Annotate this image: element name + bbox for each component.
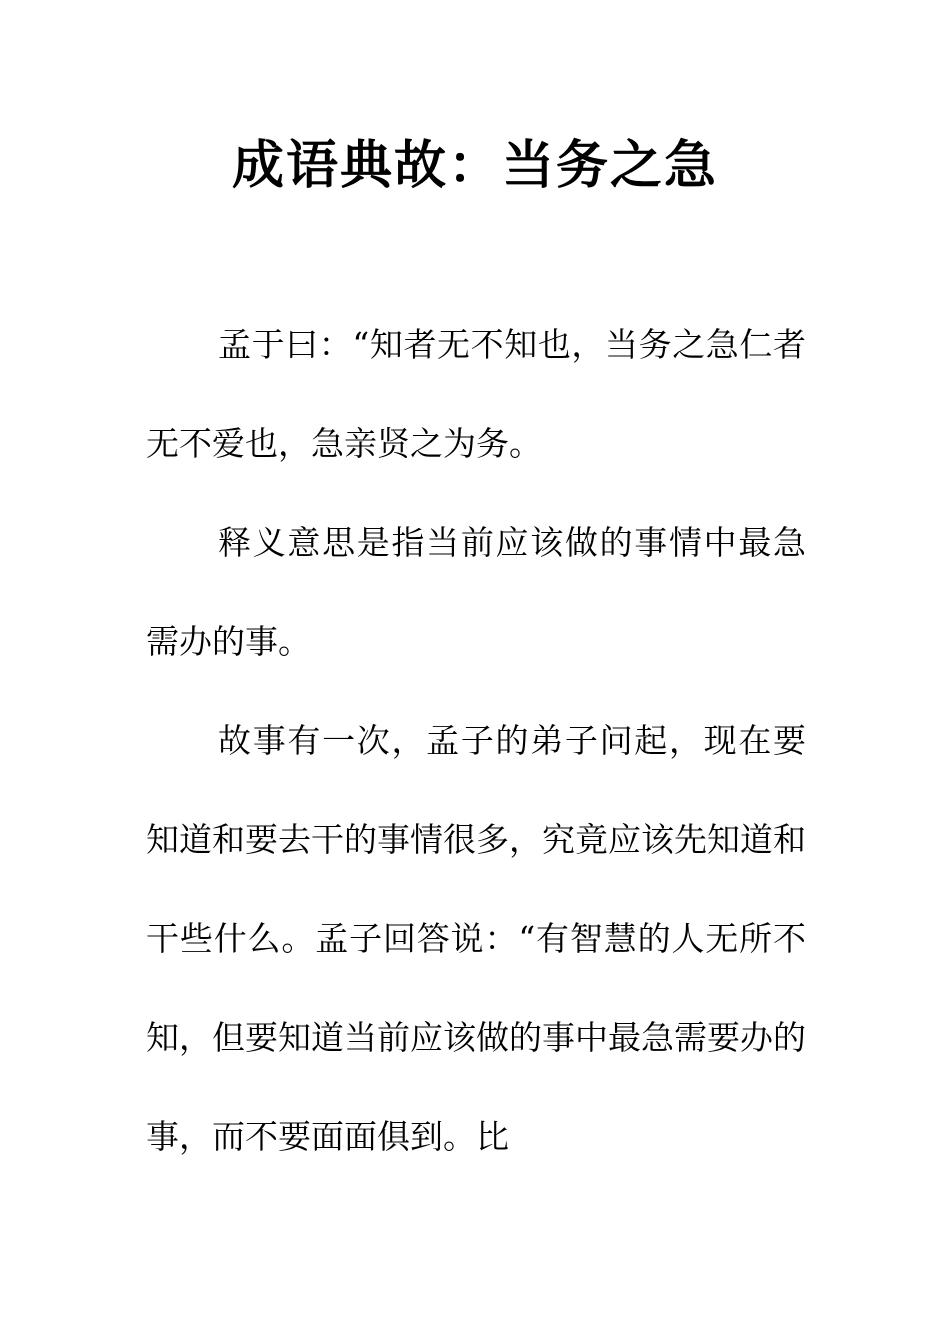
document-title: 成语典故：当务之急 bbox=[231, 136, 718, 196]
document-body bbox=[146, 295, 806, 1186]
paragraph-quote: 孟于曰：“知者无不知也，当务之急仁者无不爱也，急亲贤之为务。 bbox=[146, 325, 806, 463]
paragraph-story: 故事有一次，孟子的弟子问起，现在要知道和要去干的事情很多，究竟应该先知道和干些什么。孟子回答说：“有智慧的人无所不知，但要知道当前应该做的事中最急需要办的事，而不要面面俱到。比 bbox=[146, 721, 806, 1156]
paragraph-meaning: 释义意思是指当前应该做的事情中最急需办的事。 bbox=[146, 523, 806, 661]
